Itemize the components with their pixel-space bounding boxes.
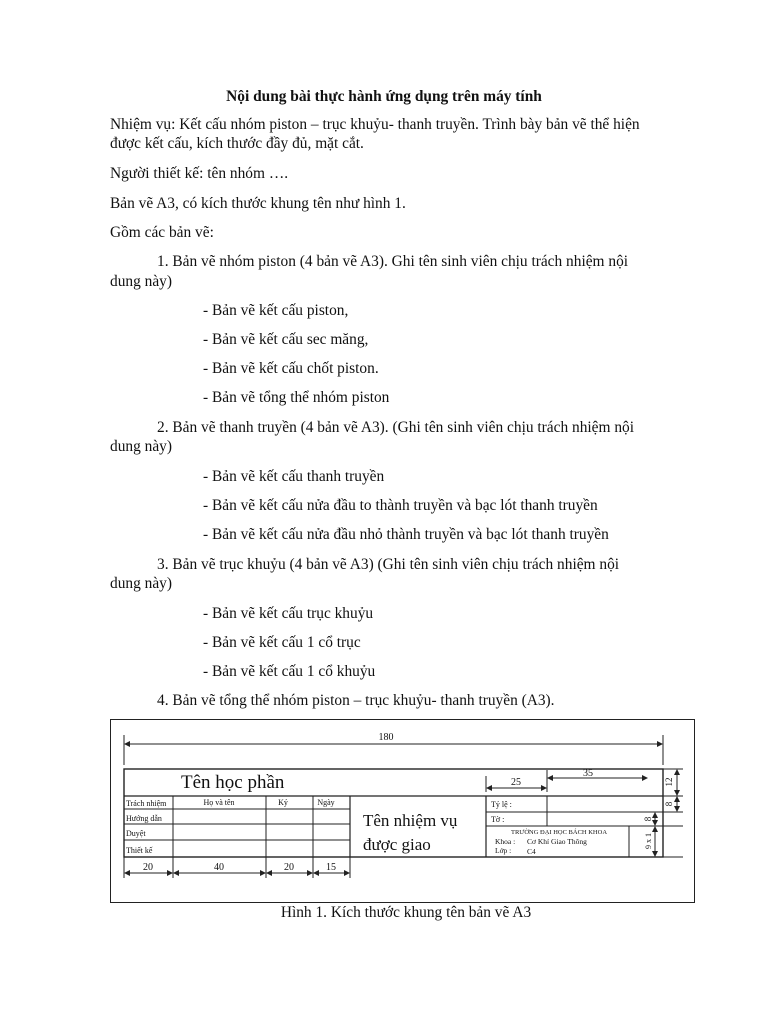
section-2-item: - Bản vẽ kết cấu nửa đầu to thành truyền và bạc lót thanh truyền bbox=[203, 497, 598, 514]
section-1-heading-cont: dung này) bbox=[110, 273, 172, 290]
figure-caption: Hình 1. Kích thước khung tên bản vẽ A3 bbox=[280, 904, 532, 921]
section-3-heading: 3. Bản vẽ trục khuỷu (4 bản vẽ A3) (Ghi tên sinh viên chịu trách nhiệm nội bbox=[157, 556, 620, 573]
section-3-item: - Bản vẽ kết cấu trục khuỷu bbox=[203, 605, 374, 622]
dim-8b-label: 8 bbox=[643, 816, 653, 822]
course-name-label: Tên học phần bbox=[181, 772, 285, 793]
section-2-heading: 2. Bản vẽ thanh truyền (4 bản vẽ A3). (Ghi tên sinh viên chịu trách nhiệm nội bbox=[157, 419, 634, 436]
faculty-label: Khoa : bbox=[495, 837, 516, 846]
class-label: Lớp : bbox=[495, 846, 512, 855]
document-title: Nội dung bài thực hành ứng dụng trên máy tính bbox=[226, 88, 542, 105]
col-date-header: Ngày bbox=[317, 798, 335, 807]
dim-15-label: 15 bbox=[326, 862, 336, 873]
school-name: TRƯỜNG ĐẠI HỌC BÁCH KHOA bbox=[510, 829, 608, 836]
section-1-item: - Bản vẽ kết cấu sec măng, bbox=[203, 331, 369, 348]
dim-9x1-label: 9 x 1 bbox=[644, 833, 653, 849]
section-3-item: - Bản vẽ kết cấu 1 cổ trục bbox=[203, 634, 361, 651]
dim-total-label: 180 bbox=[378, 732, 394, 743]
col-sign-header: Ký bbox=[278, 798, 288, 807]
class-value: C4 bbox=[527, 847, 536, 856]
section-2-heading-cont: dung này) bbox=[110, 438, 172, 455]
format-line: Bản vẽ A3, có kích thước khung tên như hình 1. bbox=[110, 195, 406, 212]
dim-40-label: 40 bbox=[214, 862, 224, 873]
section-1-item: - Bản vẽ kết cấu chốt piston. bbox=[203, 360, 379, 377]
section-3-heading-cont: dung này) bbox=[110, 575, 172, 592]
row-approve-label: Duyệt bbox=[126, 829, 146, 838]
dim-35-label: 35 bbox=[583, 768, 593, 779]
title-block-drawing bbox=[111, 720, 696, 904]
faculty-value: Cơ Khí Giao Thông bbox=[527, 837, 587, 846]
sheet-label: Tờ : bbox=[491, 815, 505, 824]
section-4-heading: 4. Bản vẽ tổng thể nhóm piston – trục khuỷu- thanh truyền (A3). bbox=[157, 692, 555, 709]
task-line-2: được kết cấu, kích thước đầy đủ, mặt cắt. bbox=[110, 135, 364, 152]
dim-20b-label: 20 bbox=[284, 862, 294, 873]
scale-label: Tỷ lệ : bbox=[491, 800, 512, 809]
row-guide-label: Hướng dẫn bbox=[126, 814, 162, 823]
section-1-heading: 1. Bản vẽ nhóm piston (4 bản vẽ A3). Ghi tên sinh viên chịu trách nhiệm nội bbox=[157, 253, 629, 270]
row-responsible-label: Trách nhiệm bbox=[126, 799, 167, 808]
designer-line: Người thiết kế: tên nhóm …. bbox=[110, 165, 289, 182]
includes-line: Gồm các bản vẽ: bbox=[110, 224, 214, 241]
section-2-item: - Bản vẽ kết cấu nửa đầu nhỏ thành truyền và bạc lót thanh truyền bbox=[203, 526, 609, 543]
title-block-figure bbox=[110, 719, 695, 903]
task-name-line-2: được giao bbox=[363, 835, 431, 854]
dim-12-label: 12 bbox=[664, 777, 674, 787]
section-2-item: - Bản vẽ kết cấu thanh truyền bbox=[203, 468, 385, 485]
dim-25-label: 25 bbox=[511, 777, 521, 788]
col-name-header: Họ và tên bbox=[203, 798, 235, 807]
task-line-1: Nhiệm vụ: Kết cấu nhóm piston – trục khuỷu- thanh truyền. Trình bày bản vẽ thể hiện bbox=[110, 116, 640, 133]
section-1-item: - Bản vẽ tổng thể nhóm piston bbox=[203, 389, 390, 406]
section-3-item: - Bản vẽ kết cấu 1 cổ khuỷu bbox=[203, 663, 376, 680]
section-1-item: - Bản vẽ kết cấu piston, bbox=[203, 302, 349, 319]
dim-20a-label: 20 bbox=[143, 862, 153, 873]
row-design-label: Thiết kế bbox=[126, 846, 153, 855]
task-name-line-1: Tên nhiệm vụ bbox=[363, 811, 458, 830]
dim-8a-label: 8 bbox=[664, 801, 674, 807]
